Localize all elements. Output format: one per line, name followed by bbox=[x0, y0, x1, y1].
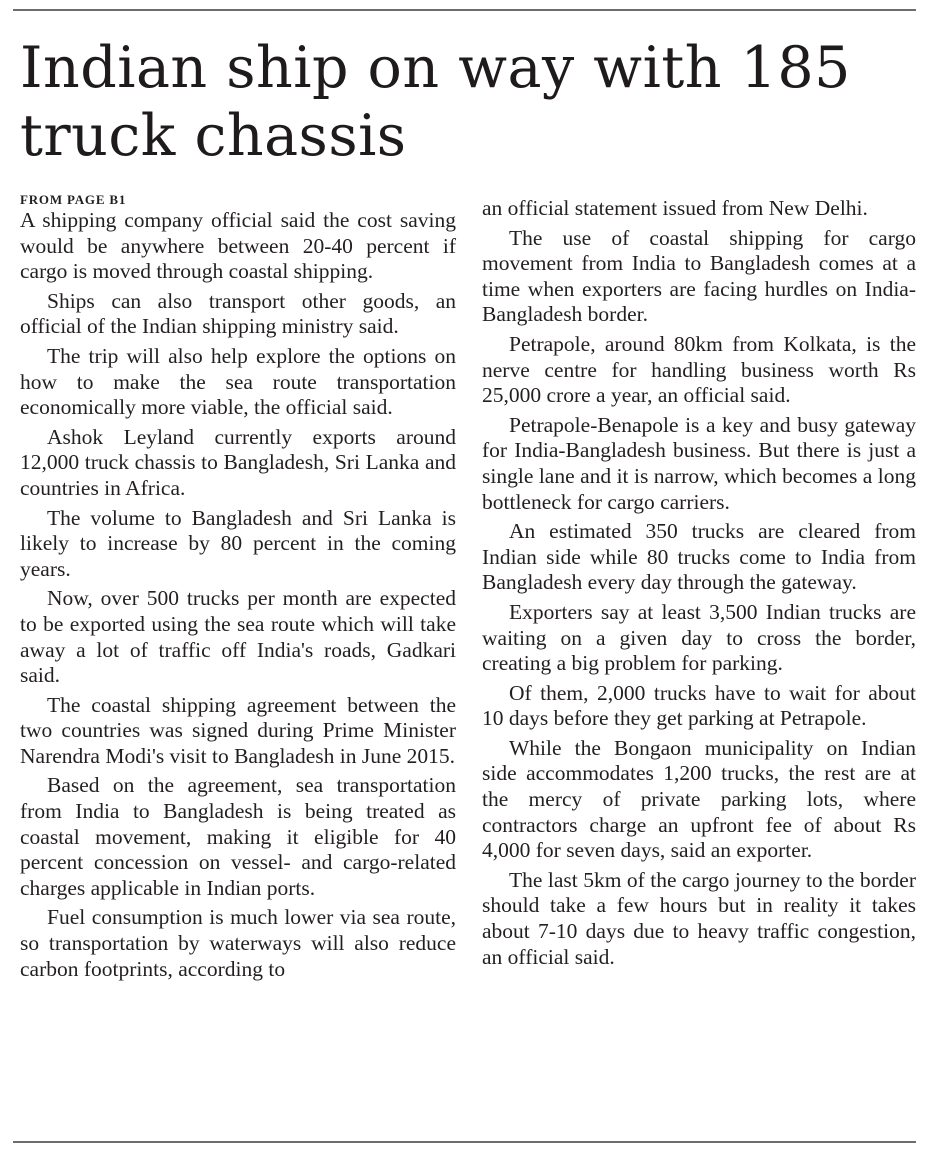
paragraph: Ashok Leyland currently exports around 12,000 truck chassis to Bangladesh, Sri Lanka and countries in Africa. bbox=[20, 424, 456, 500]
paragraph: Petrapole-Benapole is a key and busy gateway for India-Bangladesh business. But there is just a single lane and it is narrow, which becomes a long bottleneck for cargo carriers. bbox=[482, 412, 916, 514]
paragraph: Petrapole, around 80km from Kolkata, is the nerve centre for handling business worth Rs 25,000 crore a year, an official said. bbox=[482, 331, 916, 408]
right-column bbox=[482, 196, 916, 974]
paragraph: A shipping company official said the cost saving would be anywhere between 20-40 percent if cargo is moved through coastal shipping. bbox=[20, 208, 456, 284]
headline: Indian ship on way with 185 truck chassis bbox=[20, 35, 851, 169]
left-column bbox=[20, 192, 456, 986]
paragraph: Based on the agreement, sea transportation from India to Bangladesh is being treated as coastal movement, making it eligible for 40 percent concession on vessel- and cargo-related charges applicable in Indian ports. bbox=[20, 773, 456, 900]
paragraph: Ships can also transport other goods, an official of the Indian shipping ministry said. bbox=[20, 288, 456, 339]
paragraph: The use of coastal shipping for cargo movement from India to Bangladesh comes at a time when exporters are facing hurdles on India-Bangladesh border. bbox=[482, 225, 916, 327]
paragraph: Of them, 2,000 trucks have to wait for about 10 days before they get parking at Petrapole. bbox=[482, 680, 916, 731]
top-rule bbox=[13, 9, 916, 11]
paragraph: The volume to Bangladesh and Sri Lanka is likely to increase by 80 percent in the coming years. bbox=[20, 505, 456, 581]
bottom-rule bbox=[13, 1141, 916, 1143]
paragraph: The last 5km of the cargo journey to the border should take a few hours but in reality it takes about 7-10 days due to heavy traffic congestion, an official said. bbox=[482, 867, 916, 969]
paragraph: The trip will also help explore the options on how to make the sea route transportation economically more viable, the official said. bbox=[20, 343, 456, 420]
kicker-from-page: FROM PAGE B1 bbox=[20, 192, 127, 207]
paragraph: An estimated 350 trucks are cleared from Indian side while 80 trucks come to India from Bangladesh every day through the gateway. bbox=[482, 519, 916, 595]
paragraph: an official statement issued from New Delhi. bbox=[482, 196, 868, 220]
paragraph: Now, over 500 trucks per month are expected to be exported using the sea route which will take away a lot of traffic off India's roads, Gadkari said. bbox=[20, 586, 456, 688]
paragraph: While the Bongaon municipality on Indian side accommodates 1,200 trucks, the rest are at the mercy of private parking lots, where contractors charge an upfront fee of about Rs 4,000 for seven days, said an exporter. bbox=[482, 735, 916, 863]
paragraph: Fuel consumption is much lower via sea route, so transportation by waterways will also reduce carbon footprints, according to bbox=[20, 905, 456, 981]
paragraph: The coastal shipping agreement between the two countries was signed during Prime Minister Narendra Modi's visit to Bangladesh in June 2015. bbox=[20, 692, 456, 768]
paragraph: Exporters say at least 3,500 Indian trucks are waiting on a given day to cross the border, creating a big problem for parking. bbox=[482, 599, 916, 676]
